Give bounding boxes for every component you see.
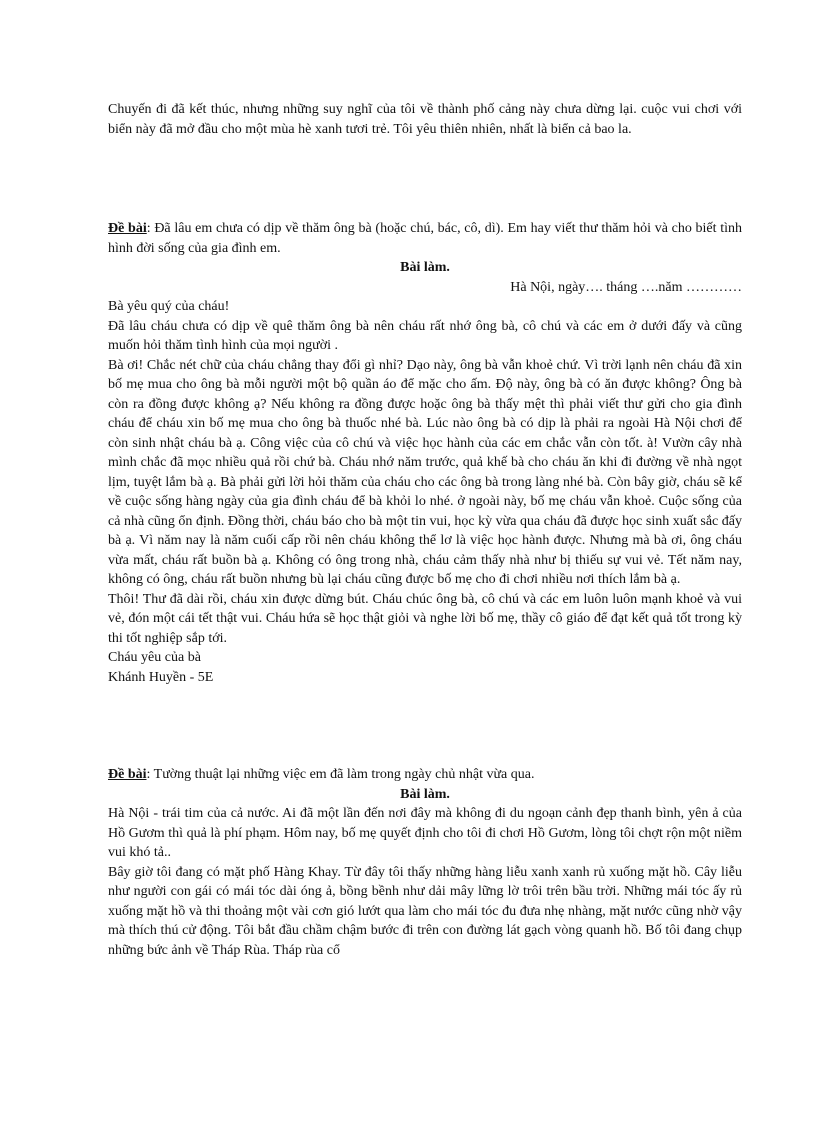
letter-dateline: Hà Nội, ngày…. tháng ….năm ………… [510,279,742,295]
essay1-prompt [108,219,742,258]
essay-letter [108,219,742,687]
essay2-prompt [108,765,742,785]
prompt-text: : Tường thuật lại những việc em đã làm trong ngày chủ nhật vừa qua. [146,767,535,782]
letter-signature: Khánh Huyền - 5E [108,669,214,685]
essay-narrative [108,765,742,960]
prompt-label: Đề bài [108,221,147,236]
letter-paragraph: Thôi! Thư đã dài rồi, cháu xin được dừng bút. Cháu chúc ông bà, cô chú và các em luôn luôn mạnh khoẻ và vui vẻ, đón một cái tết thật vui. Cháu hứa sẽ học thật giỏi và nghe lời bố mẹ, thầy cô giáo để đạt kết quả tốt trong kỳ thi tốt nghiệp sắp tới. [108,591,742,646]
letter-greeting: Bà yêu quý của cháu! [108,299,230,314]
prompt-text: : Đã lâu em chưa có dịp về thăm ông bà (hoặc chú, bác, cô, dì). Em hay viết thư thăm hỏi và cho biết tình hình đời sống của gia đình em. [108,221,743,256]
essay1-heading: Bài làm. [400,260,450,275]
letter-paragraph: Đã lâu cháu chưa có dịp về quê thăm ông bà nên cháu rất nhớ ông bà, cô chú và các em ở dưới đấy và cũng muốn hỏi thăm tình hình của mọi người . [108,318,742,353]
essay2-heading: Bài làm. [400,786,450,802]
intro-paragraph: Chuyến đi đã kết thúc, nhưng những suy nghĩ của tôi về thành phố cảng này chưa dừng lại. cuộc vui chơi với biển này đã mở đầu cho một mùa hè xanh tươi trẻ. Tôi yêu thiên nhiên, nhất là biển cả bao la. [108,102,742,137]
letter-paragraph: Bà ơi! Chắc nét chữ của cháu chẳng thay đổi gì nhỉ? Dạo này, ông bà vẫn khoẻ chứ. Vì trời lạnh nên cháu đã xin bố mẹ mua cho ông bà mỗi người một bộ quần áo để mặc cho ấm. Độ này, ông bà có ăn được không? Ông bà còn ra đồng được không ạ? Nếu không ra đồng được hoặc ông bà thấy mệt thì phải viết thư gửi cho gia đình cháu để cháu xin bố mẹ mua cho ông bà thuốc nhé bà. Lúc nào ông bà có dịp là phải ra ngoài Hà Nội chơi để còn sinh nhật cháu bà ạ. Công việc của cô chú và việc học hành của các em chắc vẫn còn tốt. à! Vườn cây nhà mình chắc đã mọc nhiều quả rồi chứ bà. Cháu nhớ năm trước, quả khế bà cho cháu ăn khi đi đường về nhà ngọt lịm, tuyệt lắm bà ạ. Bà phải gửi lời hỏi thăm của cháu cho các ông bà trong làng nhé bà. Còn bây giờ, cháu sẽ kể về cuộc sống hàng ngày của gia đình cháu để bà khỏi lo nhé. ở ngoài này, bố mẹ cháu vẫn khoẻ. Cuộc sống của cả nhà cũng ổn định. Đồng thời, cháu báo cho bà một tin vui, học kỳ vừa qua cháu đã được học sinh xuất sắc đấy bà ạ. Vì năm nay là năm cuối cấp rồi nên cháu không thể lơ là việc học hành được. Nhưng mà bà ơi, ông cháu vừa mất, cháu rất buồn bà ạ. Không có ông trong nhà, cháu cảm thấy nhà như bị thiếu sự vui vẻ. Tết năm nay, không có ông, cháu rất buồn nhưng bù lại cháu cũng được bố mẹ cho đi chơi nhiều nơi thích lắm bà ạ. [108,357,742,587]
narrative-paragraph: Hà Nội - trái tim của cả nước. Ai đã một lần đến nơi đây mà không đi du ngoạn cảnh đẹp thanh bình, yên ả của Hồ Gươm thì quả là phí phạm. Hôm nay, bố mẹ quyết định cho tôi đi chơi Hồ Gươm, lòng tôi chợt rộn một niềm vui khó tả.. [108,806,742,860]
document-page [108,100,742,960]
letter-closing: Cháu yêu của bà [108,650,201,665]
section-gap [108,687,742,765]
narrative-paragraph: Bây giờ tôi đang có mặt phố Hàng Khay. Từ đây tôi thấy những hàng liễu xanh xanh rủ xuống mặt hồ. Cây liễu như người con gái có mái tóc dài óng ả, bồng bềnh như dải mây lững lờ trôi trên bầu trời. Những mái tóc ấy rủ xuống mặt hồ và thi thoảng một vài cơn gió lướt qua làm cho mái tóc đu đưa nhẹ nhàng, mặt nước cũng nhờ vậy mà thích thú cử động. Tôi bắt đầu chầm chậm bước đi trên con đường lát gạch vòng quanh hồ. Bố tôi đang chụp những bức ảnh về Tháp Rùa. Tháp rùa cổ [108,864,742,958]
prompt-label: Đề bài [108,767,147,782]
section-gap [108,139,742,219]
